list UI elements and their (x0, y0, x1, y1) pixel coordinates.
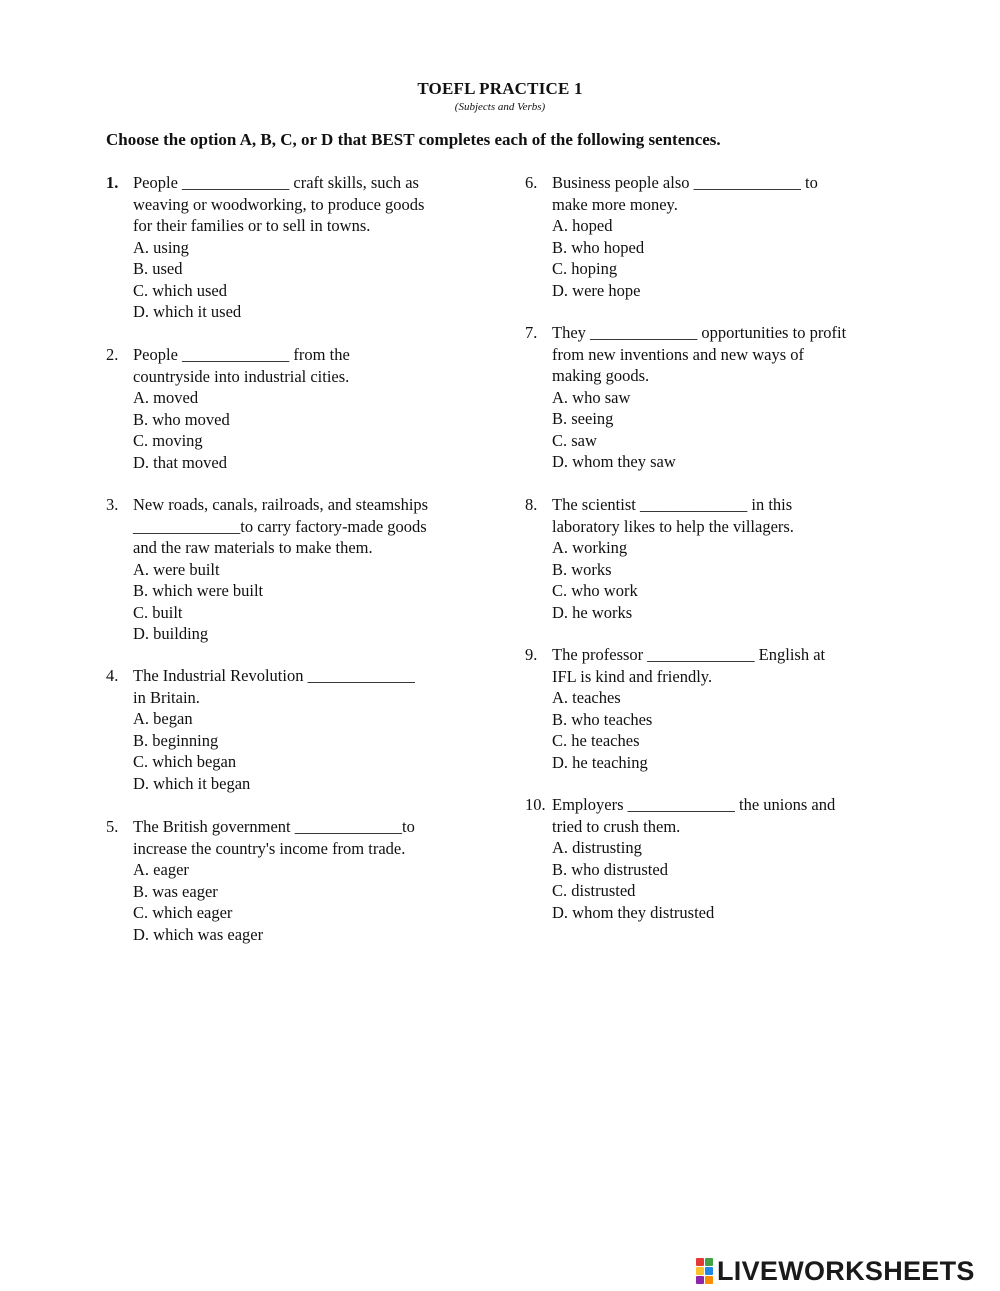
question-stem: The British government _____________to increase the country's income from trade. (133, 817, 415, 858)
option-a[interactable]: A. began (133, 709, 193, 728)
option-c[interactable]: C. distrusted (552, 881, 636, 900)
option-d[interactable]: D. building (133, 624, 209, 643)
question-stem: People _____________ craft skills, such as weaving or woodworking, to produce goods for their families or to sell in towns. (133, 173, 425, 235)
question-number: 2. (106, 345, 119, 364)
option-a[interactable]: A. were built (133, 559, 220, 579)
question-stem: They _____________ opportunities to profit from new inventions and new ways of making goods. (552, 323, 847, 385)
liveworksheets-logo[interactable] (696, 1254, 975, 1288)
question-number: 6. (525, 173, 538, 192)
option-b[interactable]: B. who hoped (552, 237, 645, 257)
question-10 (525, 794, 905, 923)
option-b[interactable]: B. who teaches (552, 709, 653, 729)
option-a[interactable]: A. hoped (552, 216, 613, 235)
option-a[interactable]: A. who saw (552, 387, 631, 407)
question-number: 4. (106, 666, 119, 685)
page-title: TOEFL PRACTICE 1 (417, 79, 583, 98)
option-c[interactable]: C. which used (133, 280, 227, 300)
question-stem: The Industrial Revolution _____________ in Britain. (133, 666, 415, 707)
option-c[interactable]: C. which eager (133, 903, 233, 922)
option-a[interactable]: A. using (133, 237, 189, 257)
option-d[interactable]: D. he works (552, 602, 633, 622)
question-9 (525, 644, 905, 773)
question-stem: New roads, canals, railroads, and steamships _____________to carry factory-made goods and the raw materials to make them. (133, 495, 429, 557)
question-stem: The professor _____________ English at IFL is kind and friendly. (552, 645, 826, 686)
option-b[interactable]: B. was eager (133, 881, 218, 901)
logo-block (696, 1258, 704, 1266)
question-4 (106, 665, 486, 794)
question-7 (525, 322, 905, 473)
logo-block (696, 1276, 704, 1284)
logo-block (705, 1267, 713, 1275)
logo-block (705, 1258, 713, 1266)
question-number: 1. (106, 173, 119, 192)
option-c[interactable]: C. saw (552, 430, 597, 450)
option-a[interactable]: A. distrusting (552, 838, 642, 857)
question-3 (106, 494, 486, 645)
option-a[interactable]: A. moved (133, 388, 199, 407)
question-stem: People _____________ from the countryside into industrial cities. (133, 345, 350, 386)
option-d[interactable]: D. which was eager (133, 924, 264, 944)
question-number: 7. (525, 323, 538, 342)
page-subtitle: (Subjects and Verbs) (454, 101, 546, 113)
option-b[interactable]: B. used (133, 259, 183, 278)
logo-block (696, 1267, 704, 1275)
option-c[interactable]: C. he teaches (552, 731, 640, 750)
question-6 (525, 172, 905, 301)
option-d[interactable]: D. that moved (133, 452, 227, 472)
option-b[interactable]: B. who moved (133, 409, 230, 429)
option-d[interactable]: D. he teaching (552, 752, 648, 772)
option-c[interactable]: C. who work (552, 581, 638, 600)
logo-text: LIVEWORKSHEETS (717, 1255, 975, 1286)
question-2 (106, 344, 486, 473)
question-stem: Employers _____________ the unions and tried to crush them. (552, 795, 836, 836)
option-b[interactable]: B. seeing (552, 409, 614, 428)
option-c[interactable]: C. built (133, 602, 183, 622)
option-b[interactable]: B. works (552, 559, 612, 579)
option-a[interactable]: A. teaches (552, 688, 621, 707)
question-stem: The scientist _____________ in this laboratory likes to help the villagers. (552, 495, 794, 536)
instructions: Choose the option A, B, C, or D that BEST completes each of the following sentences. (106, 130, 721, 149)
question-stem: Business people also _____________ to make more money. (552, 173, 818, 214)
question-number: 10. (525, 795, 546, 814)
option-d[interactable]: D. were hope (552, 280, 641, 300)
option-b[interactable]: B. which were built (133, 581, 264, 600)
option-b[interactable]: B. beginning (133, 730, 219, 750)
option-d[interactable]: D. whom they distrusted (552, 902, 715, 922)
question-8 (525, 494, 905, 623)
option-a[interactable]: A. working (552, 538, 628, 557)
option-a[interactable]: A. eager (133, 860, 189, 879)
question-1 (106, 172, 486, 323)
question-number: 9. (525, 645, 538, 664)
question-number: 8. (525, 495, 538, 514)
option-c[interactable]: C. which began (133, 752, 237, 771)
option-d[interactable]: D. which it used (133, 302, 242, 321)
option-c[interactable]: C. hoping (552, 259, 618, 278)
question-number: 5. (106, 817, 119, 836)
logo-blocks-icon (696, 1258, 713, 1284)
logo-block (705, 1276, 713, 1284)
option-d[interactable]: D. which it began (133, 773, 251, 793)
option-b[interactable]: B. who distrusted (552, 859, 668, 879)
question-5 (106, 816, 486, 945)
option-c[interactable]: C. moving (133, 431, 203, 450)
option-d[interactable]: D. whom they saw (552, 452, 676, 471)
question-number: 3. (106, 495, 119, 514)
